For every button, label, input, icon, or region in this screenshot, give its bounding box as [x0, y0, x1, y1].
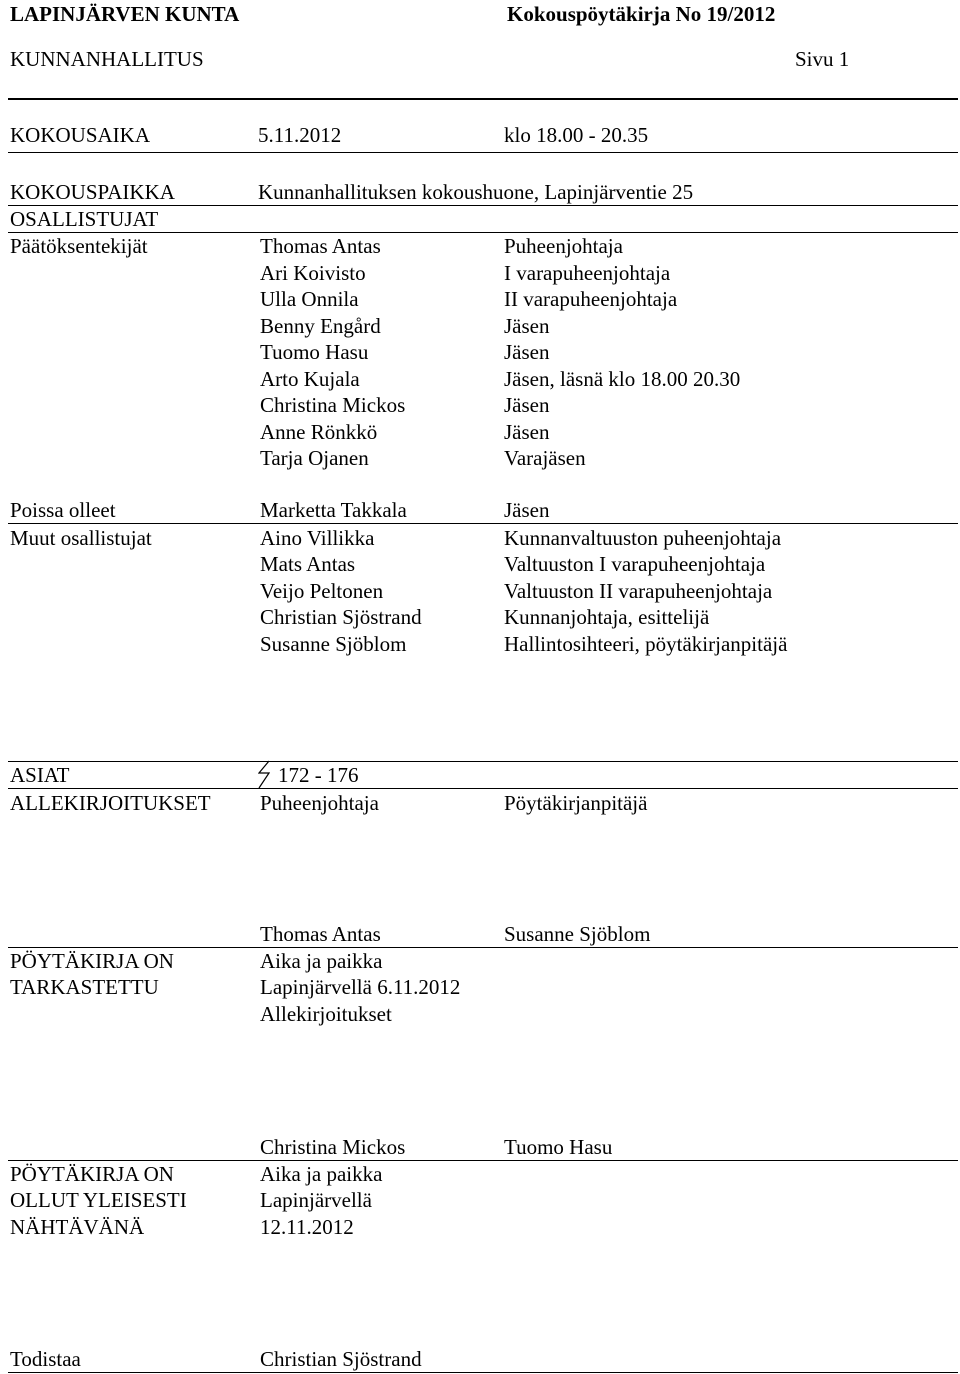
- public-examiner2: Tuomo Hasu: [504, 1135, 613, 1159]
- participant-name: Tarja Ojanen: [260, 446, 369, 470]
- chair-name: Thomas Antas: [260, 922, 381, 946]
- matters-label: ASIAT: [10, 763, 70, 787]
- participant-name: Tuomo Hasu: [260, 340, 369, 364]
- participant-name: Christina Mickos: [260, 393, 406, 417]
- public-label-line1: PÖYTÄKIRJA ON: [10, 1162, 174, 1186]
- participant-role: Kunnanjohtaja, esittelijä: [504, 605, 710, 629]
- participant-role: Jäsen, läsnä klo 18.00 20.30: [504, 367, 741, 391]
- signatures-label: ALLEKIRJOITUKSET: [10, 791, 211, 815]
- participant-name: Benny Engård: [260, 314, 381, 338]
- participant-role: Jäsen: [504, 393, 550, 417]
- divider: [8, 1372, 958, 1373]
- chair-label: Puheenjohtaja: [260, 791, 379, 815]
- participant-role: I varapuheenjohtaja: [504, 261, 671, 285]
- public-label-line3: NÄHTÄVÄNÄ: [10, 1215, 145, 1239]
- participant-name: Arto Kujala: [260, 367, 360, 391]
- participant-role: Varajäsen: [504, 446, 586, 470]
- divider: [8, 523, 958, 524]
- matters-range: 172 - 176: [278, 763, 359, 787]
- participant-name: Ari Koivisto: [260, 261, 366, 285]
- public-examiner1: Christina Mickos: [260, 1135, 406, 1159]
- participant-role: Hallintosihteeri, pöytäkirjanpitäjä: [504, 632, 788, 656]
- public-time-place-label: Aika ja paikka: [260, 1162, 383, 1186]
- public-date: 12.11.2012: [260, 1215, 354, 1239]
- divider: [8, 947, 958, 948]
- checked-time-place-label: Aika ja paikka: [260, 949, 383, 973]
- others-label: Muut osallistujat: [10, 526, 152, 550]
- checked-label-line1: PÖYTÄKIRJA ON: [10, 949, 174, 973]
- participant-role: Jäsen: [504, 498, 550, 522]
- meeting-time-label: KOKOUSAIKA: [10, 123, 150, 147]
- divider: [8, 205, 958, 206]
- meeting-time: klo 18.00 - 20.35: [504, 123, 649, 147]
- divider: [8, 1160, 958, 1161]
- participant-role: Jäsen: [504, 420, 550, 444]
- participant-role: II varapuheenjohtaja: [504, 287, 678, 311]
- participant-name: Mats Antas: [260, 552, 356, 576]
- body-name: KUNNANHALLITUS: [10, 47, 204, 71]
- participant-name: Aino Villikka: [260, 526, 375, 550]
- minutes-title: Kokouspöytäkirja No 19/2012: [507, 2, 776, 26]
- meeting-place: Kunnanhallituksen kokoushuone, Lapinjärventie 25: [258, 180, 694, 204]
- public-label-line2: OLLUT YLEISESTI: [10, 1188, 187, 1212]
- participant-name: Anne Rönkkö: [260, 420, 378, 444]
- participant-role: Jäsen: [504, 340, 550, 364]
- meeting-place-label: KOKOUSPAIKKA: [10, 180, 175, 204]
- checked-signatures-label: Allekirjoitukset: [260, 1002, 392, 1026]
- page-number: Sivu 1: [795, 47, 850, 71]
- section-mark: [258, 760, 270, 790]
- public-place: Lapinjärvellä: [260, 1188, 372, 1212]
- participant-name: Ulla Onnila: [260, 287, 359, 311]
- checked-time-place: Lapinjärvellä 6.11.2012: [260, 975, 461, 999]
- divider: [8, 761, 958, 762]
- absent-label: Poissa olleet: [10, 498, 116, 522]
- divider: [8, 152, 958, 153]
- participant-role: Jäsen: [504, 314, 550, 338]
- decision-makers-label: Päätöksentekijät: [10, 234, 148, 258]
- participant-role: Puheenjohtaja: [504, 234, 623, 258]
- meeting-date: 5.11.2012: [258, 123, 342, 147]
- certify-label: Todistaa: [10, 1347, 81, 1371]
- participant-name: Christian Sjöstrand: [260, 605, 422, 629]
- participant-name: Thomas Antas: [260, 234, 381, 258]
- participant-name: Veijo Peltonen: [260, 579, 384, 603]
- participant-name: Marketta Takkala: [260, 498, 407, 522]
- participant-role: Kunnanvaltuuston puheenjohtaja: [504, 526, 782, 550]
- participants-label: OSALLISTUJAT: [10, 207, 159, 231]
- checked-label-line2: TARKASTETTU: [10, 975, 159, 999]
- divider: [8, 232, 958, 233]
- municipality-title: LAPINJÄRVEN KUNTA: [10, 2, 240, 26]
- divider: [8, 788, 958, 789]
- certify-name: Christian Sjöstrand: [260, 1347, 422, 1371]
- participant-name: Susanne Sjöblom: [260, 632, 407, 656]
- header-divider: [8, 98, 958, 100]
- participant-role: Valtuuston I varapuheenjohtaja: [504, 552, 766, 576]
- secretary-label: Pöytäkirjanpitäjä: [504, 791, 648, 815]
- participant-role: Valtuuston II varapuheenjohtaja: [504, 579, 773, 603]
- secretary-name: Susanne Sjöblom: [504, 922, 651, 946]
